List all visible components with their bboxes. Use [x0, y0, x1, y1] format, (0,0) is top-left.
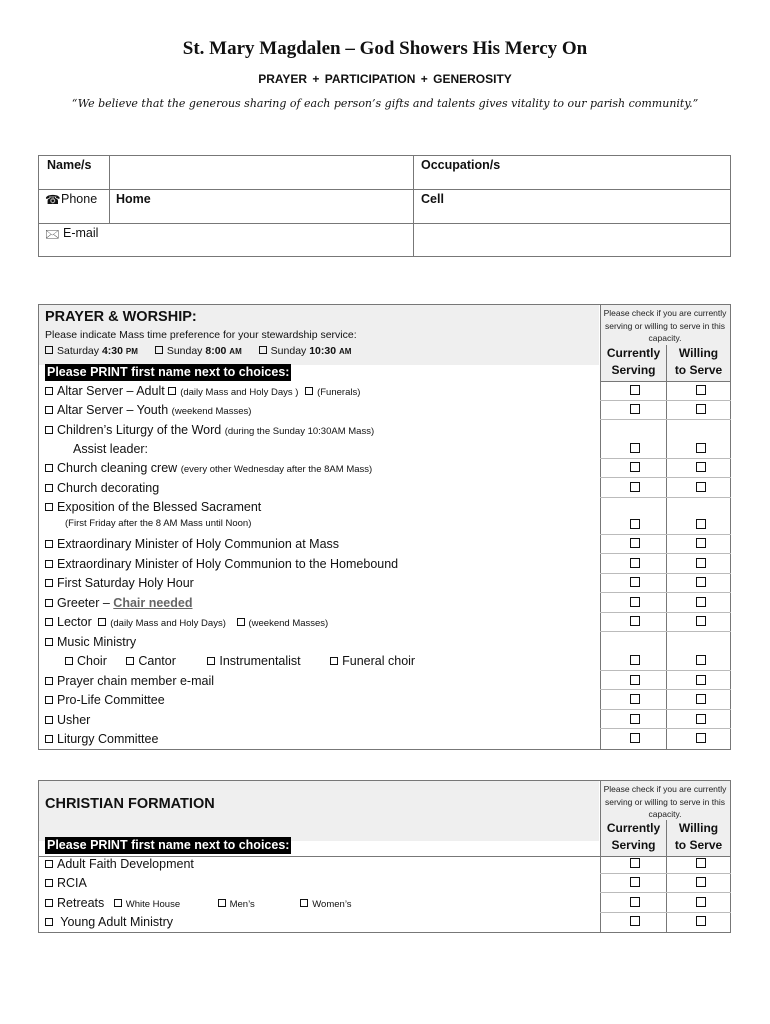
currently-serving-checkbox[interactable]: [630, 577, 640, 587]
cell-label: Cell: [421, 192, 444, 206]
chair-needed-link[interactable]: Chair needed: [113, 596, 193, 610]
checkbox-icon: [45, 899, 53, 907]
mass-time-options: [45, 345, 351, 357]
occupation-label: Occupation/s: [421, 158, 501, 172]
altar-server-adult-row[interactable]: Altar Server – Adult (daily Mass and Holy Days ) (Funerals): [45, 384, 360, 398]
willing-to-serve-checkbox[interactable]: [696, 616, 706, 626]
currently-serving-checkbox[interactable]: [630, 655, 640, 665]
currently-serving-checkbox[interactable]: [630, 858, 640, 868]
currently-serving-checkbox[interactable]: [630, 694, 640, 704]
currently-serving-checkbox[interactable]: [630, 462, 640, 472]
checkbox-icon: [114, 899, 122, 907]
lector-row[interactable]: Lector (daily Mass and Holy Days) (weekend Masses): [45, 615, 328, 629]
currently-serving-checkbox[interactable]: [630, 897, 640, 907]
checkbox-icon: [155, 346, 163, 354]
phone-icon: ☎: [45, 193, 61, 207]
willing-to-serve-checkbox[interactable]: [696, 577, 706, 587]
willing-to-serve-header: Willing to Serve: [674, 821, 723, 852]
email-field[interactable]: [111, 225, 411, 255]
music-ministry-row[interactable]: Music Ministry: [45, 635, 136, 649]
em-mass-row[interactable]: Extraordinary Minister of Holy Communion at Mass: [45, 537, 339, 551]
currently-serving-checkbox[interactable]: [630, 877, 640, 887]
checkbox-icon: [45, 918, 53, 926]
checkbox-icon: [45, 540, 53, 548]
willing-to-serve-checkbox[interactable]: [696, 694, 706, 704]
checkbox-icon: [45, 860, 53, 868]
checkbox-icon: [45, 406, 53, 414]
willing-to-serve-checkbox[interactable]: [696, 877, 706, 887]
cell-phone-field[interactable]: [459, 191, 727, 221]
currently-serving-checkbox[interactable]: [630, 404, 640, 414]
home-label: Home: [116, 192, 151, 206]
checkbox-icon: [98, 618, 106, 626]
page-title: St. Mary Magdalen – God Showers His Mercy On: [182, 38, 588, 59]
willing-to-serve-checkbox[interactable]: [696, 519, 706, 529]
willing-to-serve-checkbox[interactable]: [696, 538, 706, 548]
checkbox-icon: [45, 503, 53, 511]
exposition-row[interactable]: Exposition of the Blessed Sacrament: [45, 500, 261, 514]
checkbox-icon: [45, 638, 53, 646]
church-decorating-row[interactable]: Church decorating: [45, 481, 159, 495]
home-phone-field[interactable]: [159, 191, 409, 221]
willing-to-serve-checkbox[interactable]: [696, 675, 706, 685]
checkbox-icon: [45, 696, 53, 704]
prayer-worship-section: [38, 304, 731, 750]
checkbox-icon: [45, 735, 53, 743]
willing-to-serve-checkbox[interactable]: [696, 558, 706, 568]
greeter-row[interactable]: Greeter – Chair needed: [45, 596, 192, 610]
currently-serving-checkbox[interactable]: [630, 443, 640, 453]
currently-serving-checkbox[interactable]: [630, 385, 640, 395]
currently-serving-header: Currently Serving: [606, 821, 661, 852]
checkbox-icon: [45, 464, 53, 472]
altar-server-youth-row[interactable]: Altar Server – Youth (weekend Masses): [45, 403, 251, 417]
willing-to-serve-checkbox[interactable]: [696, 733, 706, 743]
checkbox-icon: [45, 599, 53, 607]
checkbox-icon: [45, 579, 53, 587]
liturgy-committee-row[interactable]: Liturgy Committee: [45, 732, 158, 746]
checkbox-icon: [305, 387, 313, 395]
envelope-icon: 🖂: [45, 227, 60, 241]
pro-life-row[interactable]: Pro-Life Committee: [45, 693, 165, 707]
em-homebound-row[interactable]: Extraordinary Minister of Holy Communion to the Homebound: [45, 557, 398, 571]
checkbox-icon: [45, 426, 53, 434]
childrens-liturgy-row[interactable]: Children’s Liturgy of the Word (during the Sunday 10:30AM Mass): [45, 423, 374, 437]
names-label: Name/s: [47, 158, 92, 172]
usher-row[interactable]: Usher: [45, 713, 90, 727]
exposition-note: (First Friday after the 8 AM Mass until Noon): [65, 518, 252, 529]
assist-leader-row: Assist leader:: [73, 442, 149, 456]
willing-to-serve-checkbox[interactable]: [696, 385, 706, 395]
column-note: Please check if you are currently serving or willing to serve in this capacity.: [603, 784, 727, 819]
checkbox-icon: [259, 346, 267, 354]
checkbox-icon: [237, 618, 245, 626]
currently-serving-checkbox[interactable]: [630, 482, 640, 492]
print-instruction-bar: Please PRINT first name next to choices:: [47, 365, 290, 379]
checkbox-icon: [218, 899, 226, 907]
column-note: Please check if you are currently serving or willing to serve in this capacity.: [603, 308, 727, 343]
phone-label: Phone: [61, 192, 98, 206]
prayer-chain-row[interactable]: Prayer chain member e-mail: [45, 674, 214, 688]
checkbox-icon: [45, 677, 53, 685]
currently-serving-checkbox[interactable]: [630, 733, 640, 743]
checkbox-icon: [45, 618, 53, 626]
sunday-8am-option[interactable]: Sunday 8:00 AM: [155, 345, 242, 357]
willing-to-serve-checkbox[interactable]: [696, 443, 706, 453]
checkbox-icon: [300, 899, 308, 907]
checkbox-icon: [330, 657, 338, 665]
willing-to-serve-checkbox[interactable]: [696, 597, 706, 607]
checkbox-icon: [45, 879, 53, 887]
willing-to-serve-checkbox[interactable]: [696, 404, 706, 414]
currently-serving-checkbox[interactable]: [630, 597, 640, 607]
first-saturday-row[interactable]: First Saturday Holy Hour: [45, 576, 194, 590]
church-cleaning-row[interactable]: Church cleaning crew (every other Wednesday after the 8AM Mass): [45, 461, 372, 475]
occupation-field[interactable]: [509, 157, 729, 187]
checkbox-icon: [45, 346, 53, 354]
young-adult-row[interactable]: Young Adult Ministry: [45, 915, 173, 929]
saturday-option[interactable]: Saturday 4:30 PM: [45, 345, 138, 357]
currently-serving-checkbox[interactable]: [630, 675, 640, 685]
willing-to-serve-checkbox[interactable]: [696, 655, 706, 665]
currently-serving-checkbox[interactable]: [630, 916, 640, 926]
checkbox-icon: [168, 387, 176, 395]
christian-formation-section: [38, 780, 731, 933]
page-subtitle: PRAYER + PARTICIPATION + GENEROSITY: [258, 72, 512, 86]
checkbox-icon: [45, 560, 53, 568]
checkbox-icon: [45, 716, 53, 724]
rcia-row[interactable]: RCIA: [45, 876, 87, 890]
sunday-1030am-option[interactable]: Sunday 10:30 AM: [259, 345, 352, 357]
willing-to-serve-checkbox[interactable]: [696, 858, 706, 868]
willing-to-serve-header: Willing to Serve: [674, 346, 723, 377]
currently-serving-checkbox[interactable]: [630, 616, 640, 626]
retreats-row[interactable]: Retreats White House Men’s Women’s: [45, 896, 352, 910]
checkbox-icon: [207, 657, 215, 665]
currently-serving-checkbox[interactable]: [630, 714, 640, 724]
willing-to-serve-checkbox[interactable]: [696, 462, 706, 472]
prayer-worship-title: PRAYER & WORSHIP:: [45, 309, 197, 325]
currently-serving-checkbox[interactable]: [630, 519, 640, 529]
checkbox-icon: [45, 484, 53, 492]
currently-serving-checkbox[interactable]: [630, 538, 640, 548]
willing-to-serve-checkbox[interactable]: [696, 916, 706, 926]
mission-quote: “We believe that the generous sharing of each person’s gifts and talents gives vitality to our parish community.”: [71, 97, 699, 110]
christian-formation-title: CHRISTIAN FORMATION: [45, 796, 215, 812]
names-field[interactable]: [111, 157, 411, 187]
willing-to-serve-checkbox[interactable]: [696, 897, 706, 907]
contact-table: [38, 155, 731, 257]
adult-faith-row[interactable]: Adult Faith Development: [45, 857, 194, 871]
music-options-row[interactable]: Choir Cantor Instrumentalist Funeral choir: [65, 654, 415, 668]
mass-preference-text: Please indicate Mass time preference for your stewardship service:: [45, 329, 357, 341]
currently-serving-header: Currently Serving: [606, 346, 661, 377]
checkbox-icon: [65, 657, 73, 665]
print-instruction-bar: Please PRINT first name next to choices:: [47, 838, 290, 852]
checkbox-icon: [45, 387, 53, 395]
currently-serving-checkbox[interactable]: [630, 558, 640, 568]
willing-to-serve-checkbox[interactable]: [696, 714, 706, 724]
checkbox-icon: [126, 657, 134, 665]
willing-to-serve-checkbox[interactable]: [696, 482, 706, 492]
email-label: E-mail: [63, 226, 99, 240]
